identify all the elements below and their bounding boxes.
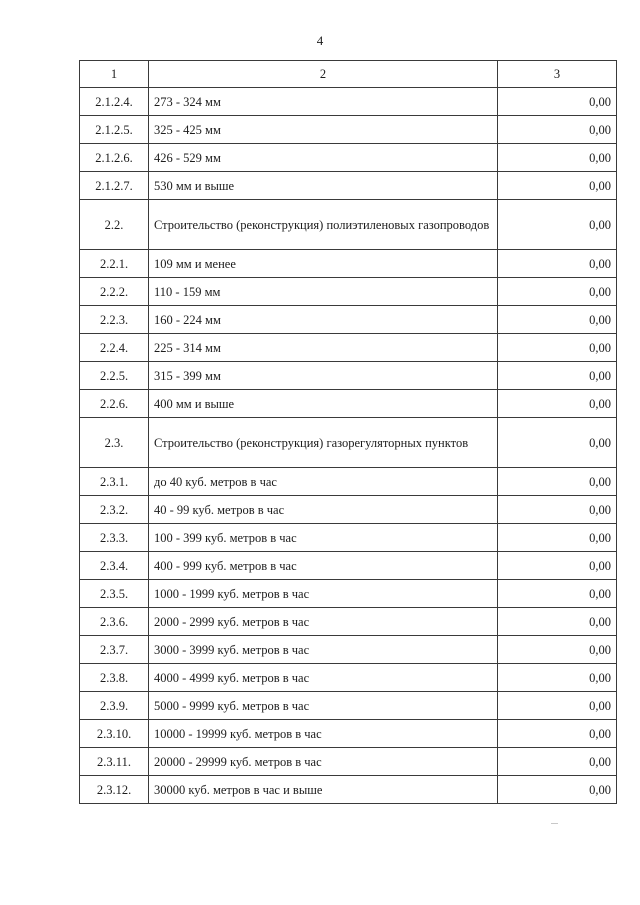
table-row xyxy=(80,116,617,144)
row-description-cell: 2000 - 2999 куб. метров в час xyxy=(149,608,498,636)
row-value-cell: 0,00 xyxy=(498,664,617,692)
row-value-cell: 0,00 xyxy=(498,116,617,144)
row-description-cell: Строительство (реконструкция) газорегуляторных пунктов xyxy=(149,418,498,468)
table-row xyxy=(80,144,617,172)
row-number-cell: 2.2.3. xyxy=(80,306,149,334)
row-value-cell: 0,00 xyxy=(498,390,617,418)
row-description-cell: 225 - 314 мм xyxy=(149,334,498,362)
table-row xyxy=(80,172,617,200)
row-value-cell: 0,00 xyxy=(498,250,617,278)
row-value-cell: 0,00 xyxy=(498,720,617,748)
row-number-cell: 2.3.1. xyxy=(80,468,149,496)
row-number-cell: 2.3.6. xyxy=(80,608,149,636)
table-row xyxy=(80,496,617,524)
table-header-row xyxy=(80,61,617,88)
table-row xyxy=(80,334,617,362)
row-number-cell: 2.2.4. xyxy=(80,334,149,362)
row-value-cell: 0,00 xyxy=(498,278,617,306)
table-row xyxy=(80,776,617,804)
page-number: 4 xyxy=(316,33,324,48)
row-description-cell: 315 - 399 мм xyxy=(149,362,498,390)
row-value-cell: 0,00 xyxy=(498,524,617,552)
row-value-cell: 0,00 xyxy=(498,468,617,496)
row-number-cell: 2.3.8. xyxy=(80,664,149,692)
row-value-cell: 0,00 xyxy=(498,496,617,524)
row-number-cell: 2.3.2. xyxy=(80,496,149,524)
table-row xyxy=(80,608,617,636)
row-description-cell: 426 - 529 мм xyxy=(149,144,498,172)
table-row xyxy=(80,748,617,776)
row-value-cell: 0,00 xyxy=(498,334,617,362)
table-row xyxy=(80,692,617,720)
table-row xyxy=(80,468,617,496)
row-value-cell: 0,00 xyxy=(498,200,617,250)
table-row xyxy=(80,524,617,552)
row-number-cell: 2.3.7. xyxy=(80,636,149,664)
row-description-cell: 109 мм и менее xyxy=(149,250,498,278)
row-number-cell: 2.3.12. xyxy=(80,776,149,804)
row-number-cell: 2.1.2.4. xyxy=(80,88,149,116)
row-description-cell: 1000 - 1999 куб. метров в час xyxy=(149,580,498,608)
row-number-cell: 2.1.2.5. xyxy=(80,116,149,144)
row-value-cell: 0,00 xyxy=(498,776,617,804)
row-description-cell: 40 - 99 куб. метров в час xyxy=(149,496,498,524)
row-number-cell: 2.3.3. xyxy=(80,524,149,552)
row-value-cell: 0,00 xyxy=(498,418,617,468)
row-number-cell: 2.2.2. xyxy=(80,278,149,306)
row-description-cell: до 40 куб. метров в час xyxy=(149,468,498,496)
row-description-cell: 110 - 159 мм xyxy=(149,278,498,306)
row-description-cell: 530 мм и выше xyxy=(149,172,498,200)
table-row xyxy=(80,664,617,692)
table-row xyxy=(80,580,617,608)
row-description-cell: 273 - 324 мм xyxy=(149,88,498,116)
row-number-cell: 2.2.5. xyxy=(80,362,149,390)
row-description-cell: Строительство (реконструкция) полиэтиленовых газопроводов xyxy=(149,200,498,250)
row-value-cell: 0,00 xyxy=(498,748,617,776)
row-description-cell: 400 мм и выше xyxy=(149,390,498,418)
row-value-cell: 0,00 xyxy=(498,144,617,172)
tariff-table xyxy=(79,60,617,804)
row-description-cell: 3000 - 3999 куб. метров в час xyxy=(149,636,498,664)
row-value-cell: 0,00 xyxy=(498,172,617,200)
row-description-cell: 5000 - 9999 куб. метров в час xyxy=(149,692,498,720)
row-number-cell: 2.3.10. xyxy=(80,720,149,748)
row-number-cell: 2.3.4. xyxy=(80,552,149,580)
row-value-cell: 0,00 xyxy=(498,692,617,720)
header-col-1: 1 xyxy=(80,61,149,88)
row-value-cell: 0,00 xyxy=(498,362,617,390)
row-number-cell: 2.3. xyxy=(80,418,149,468)
table-row xyxy=(80,418,617,468)
table-row xyxy=(80,306,617,334)
row-description-cell: 400 - 999 куб. метров в час xyxy=(149,552,498,580)
row-description-cell: 100 - 399 куб. метров в час xyxy=(149,524,498,552)
row-value-cell: 0,00 xyxy=(498,608,617,636)
row-value-cell: 0,00 xyxy=(498,88,617,116)
row-number-cell: 2.1.2.6. xyxy=(80,144,149,172)
row-description-cell: 10000 - 19999 куб. метров в час xyxy=(149,720,498,748)
row-number-cell: 2.3.5. xyxy=(80,580,149,608)
row-number-cell: 2.2. xyxy=(80,200,149,250)
table-body xyxy=(80,61,617,804)
table-row xyxy=(80,362,617,390)
row-description-cell: 30000 куб. метров в час и выше xyxy=(149,776,498,804)
row-description-cell: 325 - 425 мм xyxy=(149,116,498,144)
table-row xyxy=(80,250,617,278)
row-number-cell: 2.2.1. xyxy=(80,250,149,278)
table-row xyxy=(80,552,617,580)
table-row xyxy=(80,278,617,306)
row-value-cell: 0,00 xyxy=(498,580,617,608)
header-col-2: 2 xyxy=(149,61,498,88)
table-row xyxy=(80,200,617,250)
table-row xyxy=(80,720,617,748)
scan-artifact-mark xyxy=(551,823,558,824)
row-description-cell: 20000 - 29999 куб. метров в час xyxy=(149,748,498,776)
row-value-cell: 0,00 xyxy=(498,636,617,664)
row-number-cell: 2.1.2.7. xyxy=(80,172,149,200)
row-number-cell: 2.3.11. xyxy=(80,748,149,776)
row-number-cell: 2.2.6. xyxy=(80,390,149,418)
row-value-cell: 0,00 xyxy=(498,552,617,580)
table-row xyxy=(80,636,617,664)
row-number-cell: 2.3.9. xyxy=(80,692,149,720)
row-value-cell: 0,00 xyxy=(498,306,617,334)
table-row xyxy=(80,88,617,116)
table-row xyxy=(80,390,617,418)
row-description-cell: 4000 - 4999 куб. метров в час xyxy=(149,664,498,692)
row-description-cell: 160 - 224 мм xyxy=(149,306,498,334)
header-col-3: 3 xyxy=(498,61,617,88)
